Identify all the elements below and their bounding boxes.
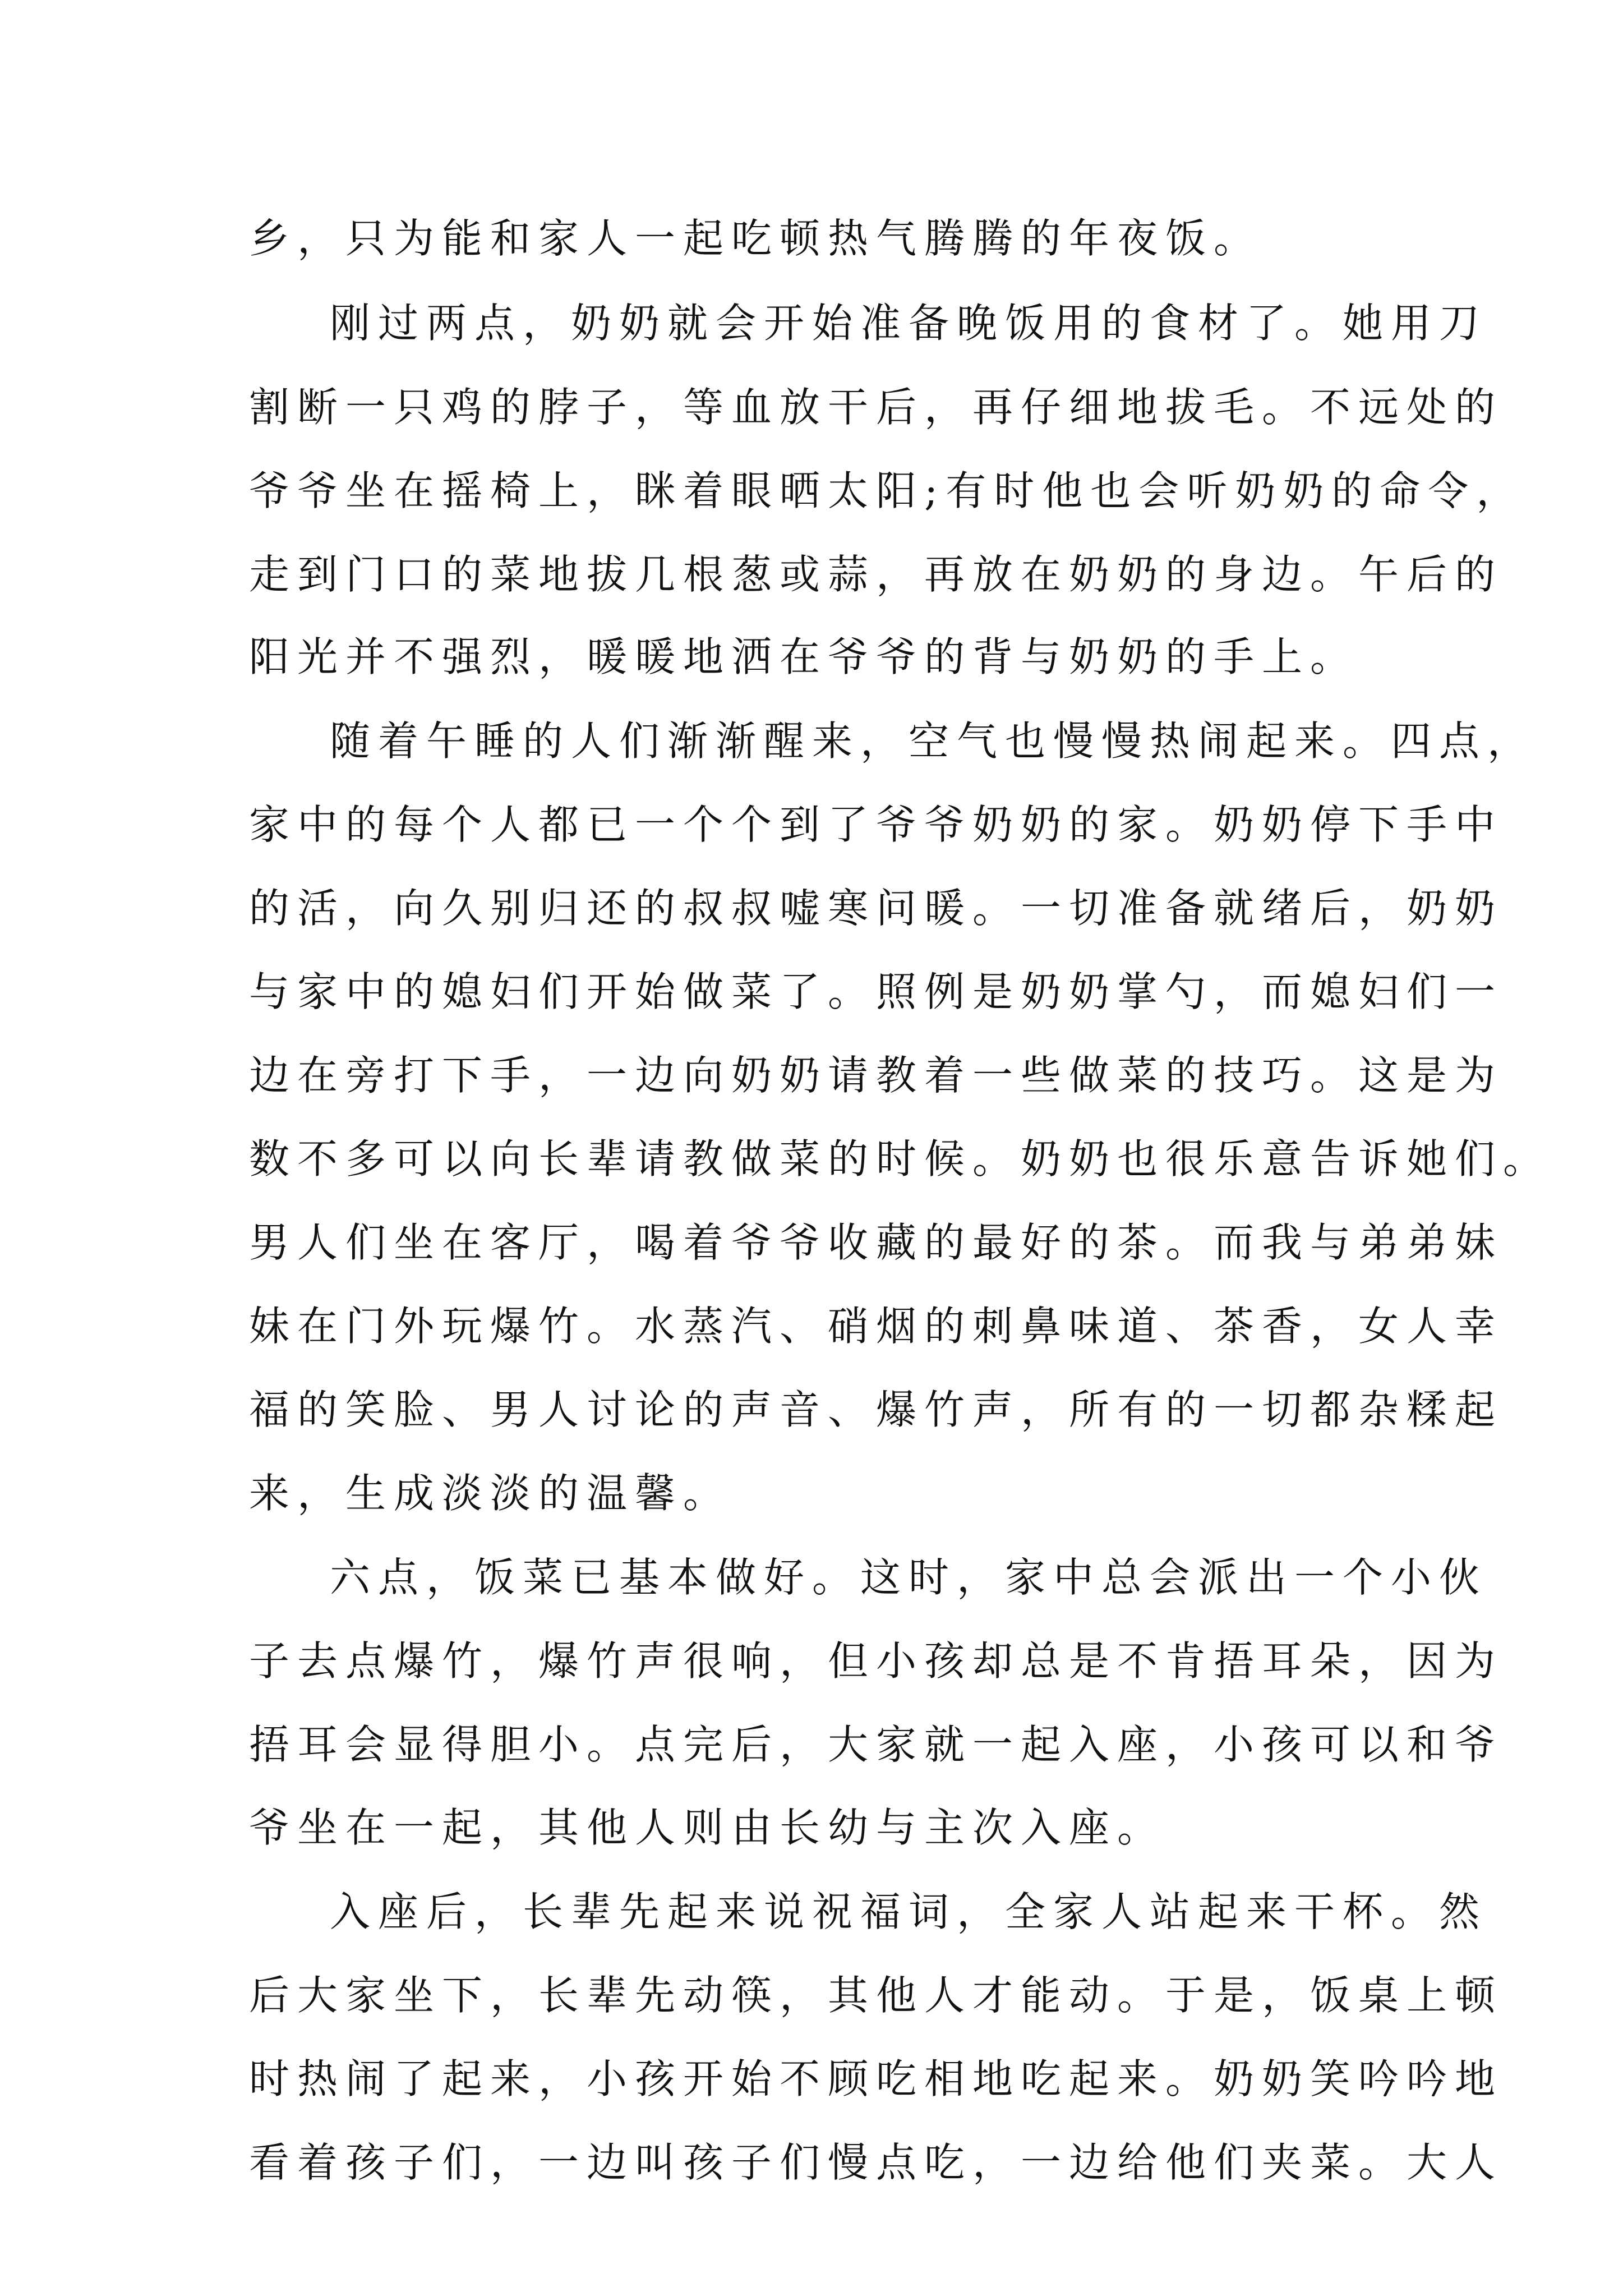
text-line: 走到门口的菜地拔几根葱或蒜，再放在奶奶的身边。午后的 bbox=[249, 551, 1504, 598]
paragraph-first-line: 六点，饭菜已基本做好。这时，家中总会派出一个小伙 bbox=[330, 1554, 1488, 1601]
text-line: 家中的每个人都已一个个到了爷爷奶奶的家。奶奶停下手中 bbox=[249, 801, 1504, 848]
text-line: 乡，只为能和家人一起吃顿热气腾腾的年夜饭。 bbox=[249, 215, 1262, 262]
text-line: 数不多可以向长辈请教做菜的时候。奶奶也很乐意告诉她们。 bbox=[249, 1135, 1552, 1182]
text-line: 爷爷坐在摇椅上，眯着眼晒太阳;有时他也会听奶奶的命令， bbox=[249, 467, 1525, 514]
text-line: 妹在门外玩爆竹。水蒸汽、硝烟的刺鼻味道、茶香，女人幸 bbox=[249, 1303, 1504, 1350]
text-line: 子去点爆竹，爆竹声很响，但小孩却总是不肯捂耳朵，因为 bbox=[249, 1637, 1504, 1685]
paragraph-first-line: 随着午睡的人们渐渐醒来，空气也慢慢热闹起来。四点， bbox=[330, 717, 1536, 765]
text-line: 来，生成淡淡的温馨。 bbox=[249, 1470, 732, 1517]
text-line: 时热闹了起来，小孩开始不顾吃相地吃起来。奶奶笑吟吟地 bbox=[249, 2055, 1504, 2102]
text-line: 阳光并不强烈，暖暖地洒在爷爷的背与奶奶的手上。 bbox=[249, 633, 1359, 680]
text-line: 与家中的媳妇们开始做菜了。照例是奶奶掌勺，而媳妇们一 bbox=[249, 968, 1504, 1015]
paragraph-first-line: 入座后，长辈先起来说祝福词，全家人站起来干杯。然 bbox=[330, 1888, 1488, 1935]
text-line: 看着孩子们，一边叫孩子们慢点吃，一边给他们夹菜。大人 bbox=[249, 2139, 1504, 2186]
text-line: 后大家坐下，长辈先动筷，其他人才能动。于是，饭桌上顿 bbox=[249, 1972, 1504, 2019]
text-line: 的活，向久别归还的叔叔嘘寒问暖。一切准备就绪后，奶奶 bbox=[249, 885, 1504, 932]
text-line: 福的笑脸、男人讨论的声音、爆竹声，所有的一切都杂糅起 bbox=[249, 1386, 1504, 1433]
text-line: 捂耳会显得胆小。点完后，大家就一起入座，小孩可以和爷 bbox=[249, 1721, 1504, 1768]
text-line: 男人们坐在客厅，喝着爷爷收藏的最好的茶。而我与弟弟妹 bbox=[249, 1219, 1504, 1266]
paragraph-first-line: 刚过两点，奶奶就会开始准备晚饭用的食材了。她用刀 bbox=[330, 300, 1488, 347]
text-line: 割断一只鸡的脖子，等血放干后，再仔细地拔毛。不远处的 bbox=[249, 384, 1504, 431]
text-line: 爷坐在一起，其他人则由长幼与主次入座。 bbox=[249, 1804, 1166, 1851]
text-line: 边在旁打下手，一边向奶奶请教着一些做菜的技巧。这是为 bbox=[249, 1052, 1504, 1099]
